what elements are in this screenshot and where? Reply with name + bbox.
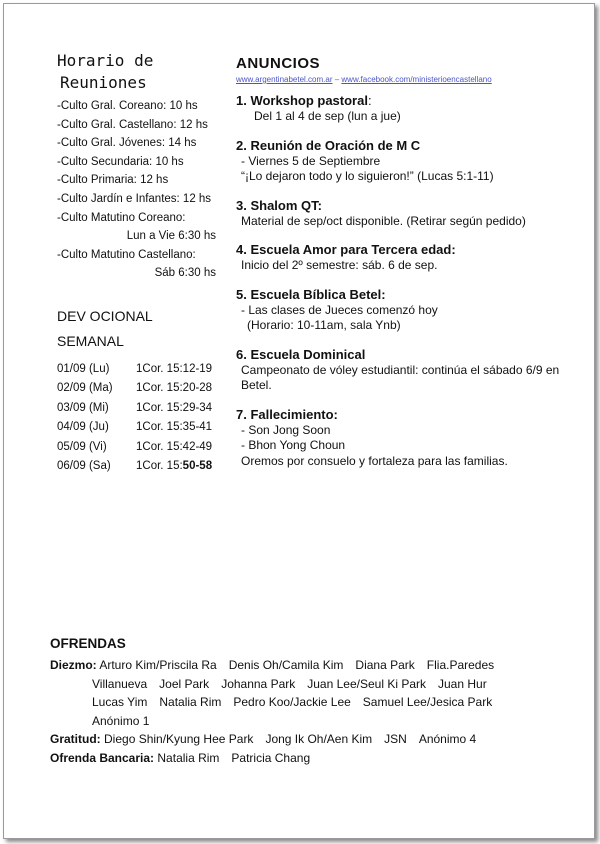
schedule-item-time: Sáb 6:30 hs xyxy=(154,267,216,280)
diezmo-names: Villanueva Joel Park Johanna Park Juan Lee/Seul Ki Park Juan Hur Lucas Yim Natalia Rim Pedro Koo/Jackie Lee Samuel Lee/Jesica Park Anónimo 1 xyxy=(92,676,493,728)
devotional-row: 04/09 (Ju) 1Cor. 15:35-41 xyxy=(57,421,213,434)
links-row: www.argentinabetel.com.ar – www.facebook.com/ministerioencastellano xyxy=(236,75,492,84)
schedule-item: -Culto Jardín e Infantes: 12 hs xyxy=(57,192,212,205)
devotional-row: 05/09 (Vi) 1Cor. 15:42-49 xyxy=(57,440,213,453)
website-link[interactable]: www.argentinabetel.com.ar xyxy=(236,75,333,84)
announcement-item: 6. Escuela Dominical Campeonato de vóley estudiantil: continúa el sábado 6/9 en Betel. xyxy=(236,346,560,392)
devotional-row: 01/09 (Lu) 1Cor. 15:12-19 xyxy=(57,362,213,375)
devotional-row: 06/09 (Sa) 1Cor. 15:50-58 xyxy=(57,460,213,473)
schedule-item: -Culto Gral. Coreano: 10 hs xyxy=(57,100,198,112)
announcements-column xyxy=(236,55,576,482)
schedule-item: -Culto Matutino Castellano: Sáb 6:30 hs xyxy=(57,246,222,283)
schedule-title-line2: Reuniones xyxy=(60,73,147,92)
diezmo-row: Diezmo: Arturo Kim/Priscila Ra Denis Oh/Camila Kim Diana Park Flia.Paredes xyxy=(50,658,495,672)
announcement-item: 3. Shalom QT: Material de sep/oct disponible. (Retirar según pedido) xyxy=(236,197,526,228)
offerings-title: OFRENDAS xyxy=(50,636,126,651)
schedule-item: -Culto Secundaria: 10 hs xyxy=(57,155,184,168)
devotional-title xyxy=(57,304,222,354)
devotional-row: 03/09 (Mi) 1Cor. 15:29-34 xyxy=(57,401,213,414)
facebook-link[interactable]: www.facebook.com/ministerioencastellano xyxy=(341,75,492,84)
announcements-list xyxy=(236,93,576,469)
bulletin-page xyxy=(3,3,595,839)
schedule-title-line1: Horario de xyxy=(57,51,154,70)
announcement-item: 2. Reunión de Oración de M C - Viernes 5 de Septiembre “¡Lo dejaron todo y lo siguieron!” (Lucas 5:1-11) xyxy=(236,137,494,183)
offerings-section xyxy=(50,635,570,767)
announcement-item: 7. Fallecimiento: - Son Jong Soon - Bhon Yong Choun Oremos por consuelo y fortaleza para las familias. xyxy=(236,406,508,468)
devotional-title-line1: DEV OCIONAL xyxy=(57,307,153,324)
devotional-title-line2: SEMANAL xyxy=(57,332,124,349)
announcement-item: 1. Workshop pastoral: Del 1 al 4 de sep (lun a jue) xyxy=(236,93,401,123)
announcements-title: ANUNCIOS xyxy=(236,55,321,72)
schedule-item: -Culto Gral. Jóvenes: 14 hs xyxy=(57,137,197,150)
schedule-item: -Culto Primaria: 12 hs xyxy=(57,174,169,187)
schedule-title xyxy=(57,50,222,94)
schedule-list xyxy=(57,97,222,283)
gratitud-row: Gratitud: Diego Shin/Kyung Hee Park Jong Ik Oh/Aen Kim JSN Anónimo 4 xyxy=(50,732,477,746)
announcement-item: 5. Escuela Bíblica Betel: - Las clases de Jueces comenzó hoy (Horario: 10-11am, sala Ynb) xyxy=(236,286,438,332)
schedule-item: -Culto Matutino Coreano: Lun a Vie 6:30 hs xyxy=(57,209,222,246)
schedule-item-time: Lun a Vie 6:30 hs xyxy=(126,230,216,243)
schedule-item: -Culto Gral. Castellano: 12 hs xyxy=(57,118,208,131)
left-column xyxy=(57,50,222,477)
devotional-row: 02/09 (Ma) 1Cor. 15:20-28 xyxy=(57,382,213,395)
announcement-item: 4. Escuela Amor para Tercera edad: Inicio del 2º semestre: sáb. 6 de sep. xyxy=(236,242,456,272)
devotional-list xyxy=(57,360,222,477)
bancaria-row: Ofrenda Bancaria: Natalia Rim Patricia Chang xyxy=(50,750,311,765)
